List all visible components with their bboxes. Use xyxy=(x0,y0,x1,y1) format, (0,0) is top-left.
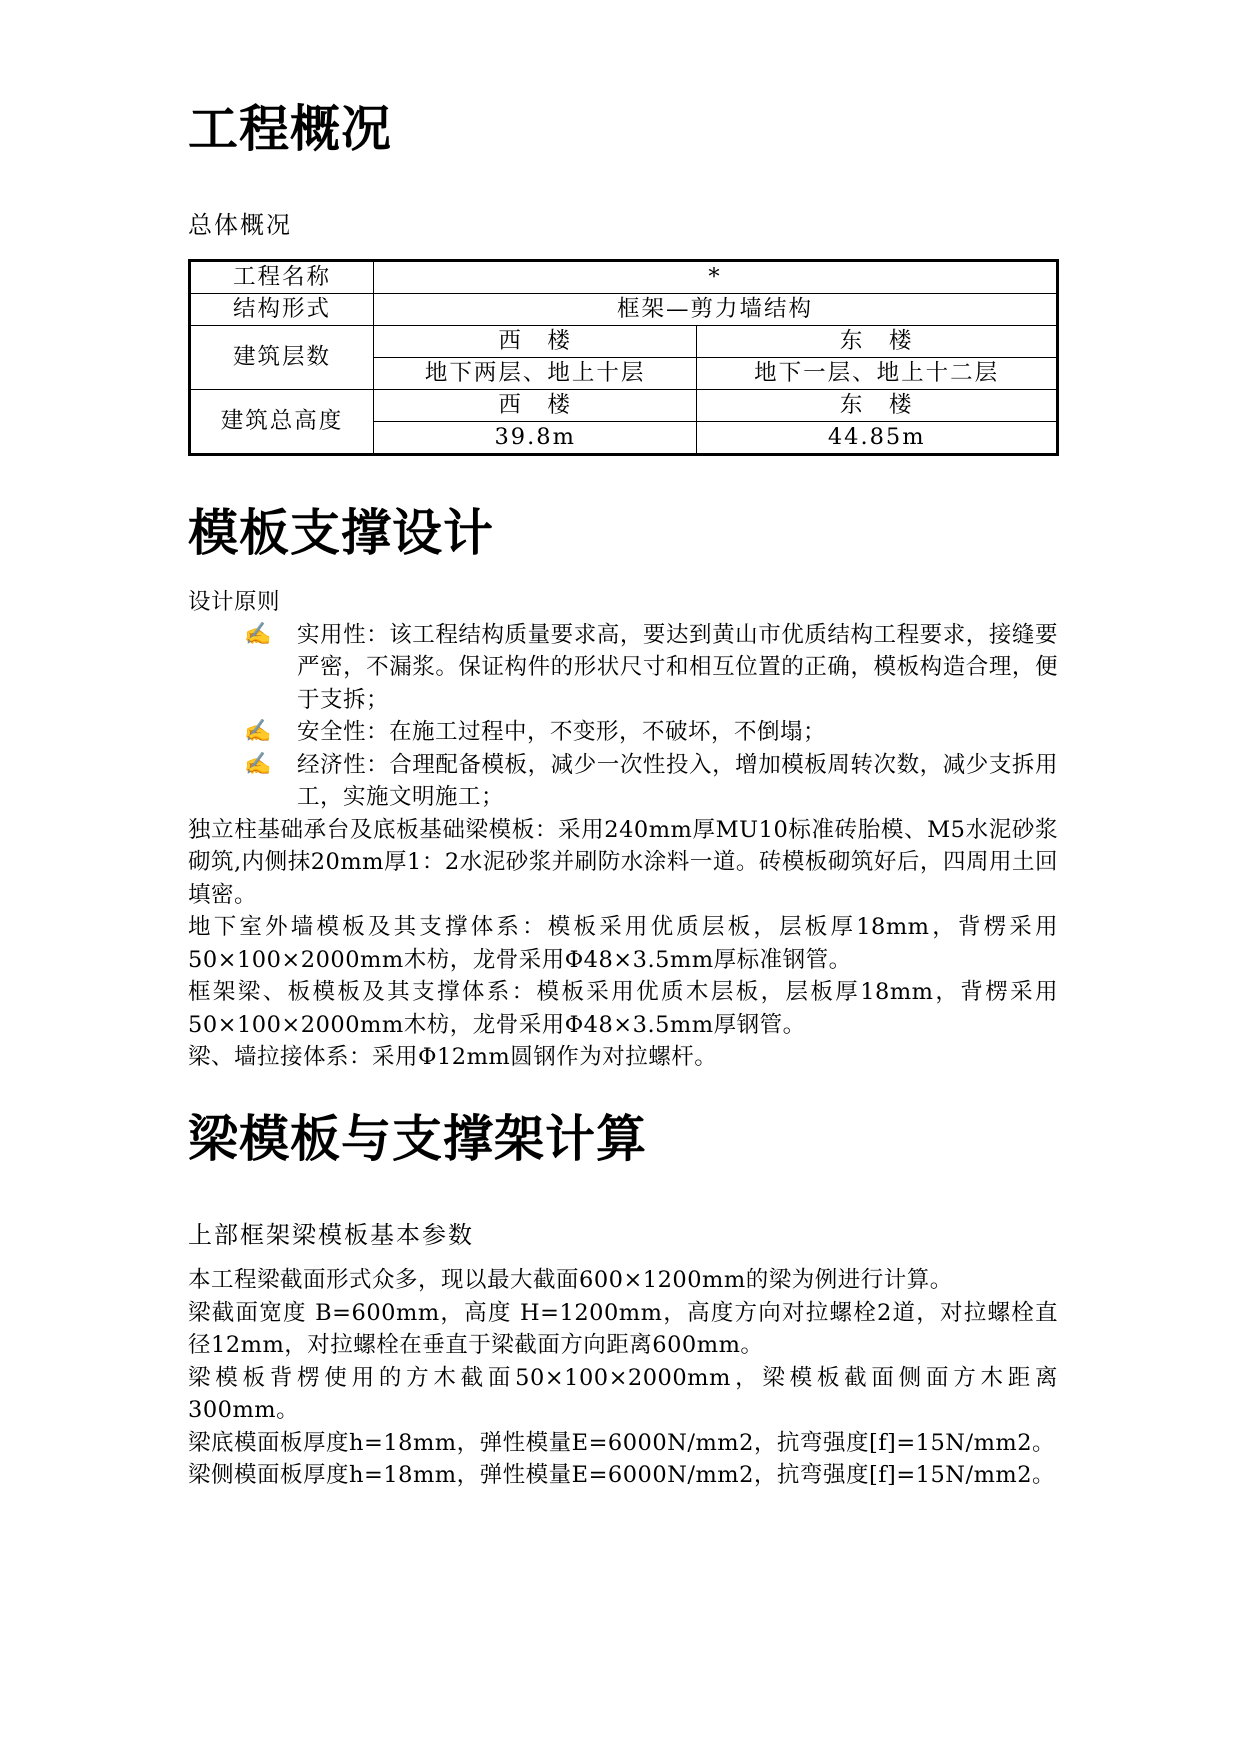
section-title-overview: 工程概况 xyxy=(188,100,392,158)
table-cell: 建筑层数 xyxy=(190,326,374,390)
paragraph: 本工程梁截面形式众多，现以最大截面600×1200mm的梁为例进行计算。 xyxy=(188,1267,953,1293)
design-principles-block xyxy=(188,586,1058,1074)
table-cell: 地下两层、地上十层 xyxy=(374,358,697,390)
table-cell: 框架—剪力墙结构 xyxy=(374,294,1058,326)
list-item-text: 经济性：合理配备模板，减少一次性投入，增加模板周转次数，减少支拆用工，实施文明施工； xyxy=(297,751,1058,810)
list-item-text: 实用性：该工程结构质量要求高，要达到黄山市优质结构工程要求，接缝要严密，不漏浆。保证构件的形状尺寸和相互位置的正确，模板构造合理，便于支拆； xyxy=(297,621,1058,713)
list-item xyxy=(188,619,1058,717)
table-cell: 东 楼 xyxy=(697,390,1058,422)
table-cell: 东 楼 xyxy=(697,326,1058,358)
table-row xyxy=(190,326,1058,358)
writing-hand-icon: ✍ xyxy=(244,751,272,777)
paragraph: 梁截面宽度 B=600mm，高度 H=1200mm，高度方向对拉螺栓2道，对拉螺栓直径12mm，对拉螺栓在垂直于梁截面方向距离600mm。 xyxy=(188,1299,1058,1358)
paragraph: 框架梁、板模板及其支撑体系：模板采用优质木层板，层板厚18mm，背楞采用50×100×2000mm木枋，龙骨采用Φ48×3.5mm厚钢管。 xyxy=(188,979,1058,1038)
table-cell: 39.8m xyxy=(374,422,697,455)
table-cell: * xyxy=(374,261,1058,294)
table-row xyxy=(190,261,1058,294)
table-cell: 工程名称 xyxy=(190,261,374,294)
writing-hand-icon: ✍ xyxy=(244,621,272,647)
principles-list xyxy=(188,619,1058,814)
subsection-title-beam-params: 上部框架梁模板基本参数 xyxy=(188,1221,474,1249)
list-item-text: 安全性：在施工过程中，不变形，不破坏，不倒塌； xyxy=(297,719,827,745)
table-cell: 西 楼 xyxy=(374,390,697,422)
paragraph: 梁底模面板厚度h=18mm，弹性模量E=6000N/mm2，抗弯强度[f]=15N/mm2。 xyxy=(188,1429,1056,1456)
table-row xyxy=(190,390,1058,422)
paragraph: 梁模板背楞使用的方木截面50×100×2000mm，梁模板截面侧面方木距离300mm。 xyxy=(188,1364,1058,1423)
section-title-beam-calc: 梁模板与支撑架计算 xyxy=(188,1110,647,1168)
section-title-formwork-design: 模板支撑设计 xyxy=(188,504,494,562)
table-cell: 建筑总高度 xyxy=(190,390,374,455)
paragraph: 梁、墙拉接体系：采用Φ12mm圆钢作为对拉螺杆。 xyxy=(188,1044,718,1070)
subsection-title-general: 总体概况 xyxy=(188,211,292,239)
list-item xyxy=(188,749,1058,814)
paragraph: 梁侧模面板厚度h=18mm，弹性模量E=6000N/mm2，抗弯强度[f]=15N/mm2。 xyxy=(188,1462,1056,1488)
list-item xyxy=(188,716,1058,749)
paragraph: 独立柱基础承台及底板基础梁模板：采用240mm厚MU10标准砖胎模、M5水泥砂浆砌筑,内侧抹20mm厚1：2水泥砂浆并刷防水涂料一道。砖模板砌筑好后，四周用土回填密。 xyxy=(188,816,1058,908)
subsection-title-principles: 设计原则 xyxy=(188,589,281,615)
table-cell: 西 楼 xyxy=(374,326,697,358)
table-cell: 44.85m xyxy=(697,422,1058,455)
beam-params-block xyxy=(188,1264,1058,1492)
writing-hand-icon: ✍ xyxy=(244,719,272,744)
overview-table xyxy=(188,259,1059,456)
paragraph: 地下室外墙模板及其支撑体系：模板采用优质层板，层板厚18mm，背楞采用50×100×2000mm木枋，龙骨采用Φ48×3.5mm厚标准钢管。 xyxy=(188,914,1058,973)
table-cell: 地下一层、地上十二层 xyxy=(697,358,1058,390)
table-row xyxy=(190,294,1058,326)
table-cell: 结构形式 xyxy=(190,294,374,326)
